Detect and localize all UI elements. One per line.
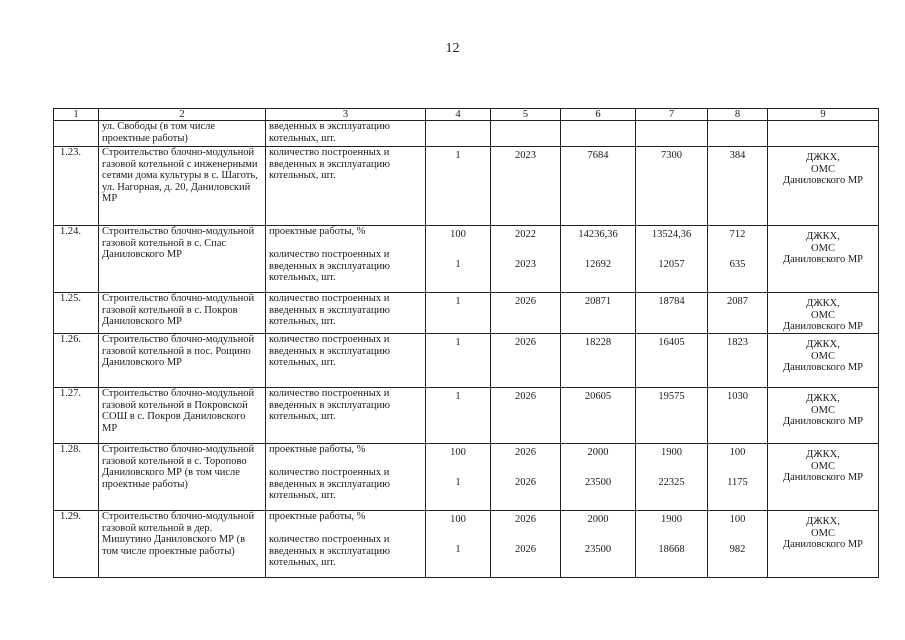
value-c8 bbox=[708, 511, 768, 578]
responsible-executor: ДЖКХ, ОМС Даниловского МР bbox=[768, 226, 879, 293]
indicator-value: 2022 bbox=[515, 229, 536, 240]
value-c5 bbox=[491, 226, 561, 293]
value-c5 bbox=[491, 121, 561, 147]
responsible-executor: ДЖКХ, ОМС Даниловского МР bbox=[768, 293, 879, 334]
table-row bbox=[54, 293, 879, 334]
item-name: Строительство блочно-модульной газовой котельной в Покровской СОШ в с. Покров Даниловского МР bbox=[99, 388, 266, 444]
value-c6 bbox=[561, 511, 636, 578]
item-number: 1.26. bbox=[54, 334, 99, 388]
indicator-value: 635 bbox=[729, 258, 746, 270]
value-c5 bbox=[491, 293, 561, 334]
indicator-label: количество построенных и введенных в эксплуатацию котельных, шт. bbox=[269, 467, 390, 501]
value-c4 bbox=[426, 147, 491, 226]
indicator-value: 22325 bbox=[658, 476, 685, 488]
value-c8 bbox=[708, 334, 768, 388]
indicator-label: количество построенных и введенных в эксплуатацию котельных, шт. bbox=[269, 249, 390, 283]
indicator-label: проектные работы, % bbox=[269, 444, 366, 455]
indicator-value: 1030 bbox=[727, 391, 748, 402]
indicator-label: проектные работы, % bbox=[269, 226, 366, 237]
indicator-value: 2026 bbox=[515, 447, 536, 458]
value-c6 bbox=[561, 388, 636, 444]
indicator-value: 23500 bbox=[584, 476, 612, 488]
value-c5 bbox=[491, 147, 561, 226]
indicator-value: 2026 bbox=[515, 476, 536, 488]
value-c8 bbox=[708, 147, 768, 226]
indicator-value: 12692 bbox=[584, 258, 612, 270]
responsible-executor: ДЖКХ, ОМС Даниловского МР bbox=[768, 444, 879, 511]
indicator-value: 2087 bbox=[727, 296, 748, 307]
column-number: 6 bbox=[561, 109, 636, 121]
value-c8 bbox=[708, 121, 768, 147]
indicator-value: 2000 bbox=[587, 447, 609, 458]
indicator-value: 1 bbox=[455, 337, 461, 348]
item-number: 1.28. bbox=[54, 444, 99, 511]
table-row bbox=[54, 147, 879, 226]
value-c8 bbox=[708, 293, 768, 334]
column-number: 3 bbox=[266, 109, 426, 121]
value-c6 bbox=[561, 293, 636, 334]
column-number: 1 bbox=[54, 109, 99, 121]
indicator-value: 982 bbox=[729, 543, 746, 555]
indicator-value: 100 bbox=[450, 229, 466, 240]
indicator-value: 12057 bbox=[658, 258, 685, 270]
value-c5 bbox=[491, 511, 561, 578]
value-c4 bbox=[426, 121, 491, 147]
value-c7 bbox=[636, 444, 708, 511]
indicator-value: 2023 bbox=[515, 258, 536, 270]
responsible-executor: ДЖКХ, ОМС Даниловского МР bbox=[768, 147, 879, 226]
indicator-value: 18228 bbox=[584, 337, 612, 348]
column-number: 9 bbox=[768, 109, 879, 121]
value-c7 bbox=[636, 121, 708, 147]
program-table bbox=[53, 108, 879, 578]
indicator-value: 1900 bbox=[661, 514, 682, 525]
indicator-label: количество построенных и введенных в эксплуатацию котельных, шт. bbox=[269, 388, 390, 422]
value-c4 bbox=[426, 444, 491, 511]
indicator-value: 19575 bbox=[658, 391, 685, 402]
indicator-value: 2026 bbox=[515, 391, 536, 402]
value-c4 bbox=[426, 226, 491, 293]
item-name: Строительство блочно-модульной газовой котельной в дер. Мишутино Даниловского МР (в том числе проектные работы) bbox=[99, 511, 266, 578]
value-c4 bbox=[426, 334, 491, 388]
value-c4 bbox=[426, 388, 491, 444]
indicator-value: 18668 bbox=[658, 543, 685, 555]
table-row bbox=[54, 121, 879, 147]
indicator-value: 7684 bbox=[587, 150, 609, 161]
table-row bbox=[54, 226, 879, 293]
indicator-value: 100 bbox=[450, 514, 466, 525]
item-name: Строительство блочно-модульной газовой котельной в с. Спас Даниловского МР bbox=[99, 226, 266, 293]
indicator-label: количество построенных и введенных в эксплуатацию котельных, шт. bbox=[269, 293, 390, 327]
page-number: 12 bbox=[445, 41, 460, 56]
value-c4 bbox=[426, 511, 491, 578]
value-c8 bbox=[708, 226, 768, 293]
value-c7 bbox=[636, 388, 708, 444]
indicator-value: 384 bbox=[729, 150, 746, 161]
item-name: Строительство блочно-модульной газовой котельной в с. Покров Даниловского МР bbox=[99, 293, 266, 334]
item-number: 1.25. bbox=[54, 293, 99, 334]
indicator-value: 23500 bbox=[584, 543, 612, 555]
value-c6 bbox=[561, 147, 636, 226]
indicator-value: 100 bbox=[450, 447, 466, 458]
indicator-label: количество построенных и введенных в эксплуатацию котельных, шт. bbox=[269, 147, 390, 181]
indicator-value: 712 bbox=[729, 229, 746, 240]
value-c8 bbox=[708, 444, 768, 511]
indicator-cell bbox=[266, 293, 426, 334]
column-number: 5 bbox=[491, 109, 561, 121]
value-c6 bbox=[561, 444, 636, 511]
indicator-value: 1 bbox=[455, 150, 461, 161]
indicator-value: 7300 bbox=[661, 150, 682, 161]
item-number bbox=[54, 121, 99, 147]
indicator-value: 2026 bbox=[515, 543, 536, 555]
indicator-value: 1175 bbox=[727, 476, 748, 488]
value-c6 bbox=[561, 226, 636, 293]
indicator-value: 1 bbox=[455, 543, 461, 555]
value-c7 bbox=[636, 293, 708, 334]
indicator-value: 100 bbox=[729, 514, 746, 525]
value-c7 bbox=[636, 334, 708, 388]
indicator-label: введенных в эксплуатацию котельных, шт. bbox=[269, 121, 390, 144]
value-c5 bbox=[491, 334, 561, 388]
indicator-label: количество построенных и введенных в эксплуатацию котельных, шт. bbox=[269, 334, 390, 368]
responsible-executor: ДЖКХ, ОМС Даниловского МР bbox=[768, 334, 879, 388]
indicator-value: 2026 bbox=[515, 296, 536, 307]
indicator-value: 1 bbox=[455, 258, 461, 270]
item-name: Строительство блочно-модульной газовой котельной в пос. Рощино Даниловского МР bbox=[99, 334, 266, 388]
value-c7 bbox=[636, 147, 708, 226]
indicator-value: 13524,36 bbox=[651, 229, 692, 240]
indicator-label: проектные работы, % bbox=[269, 511, 366, 522]
indicator-label: количество построенных и введенных в эксплуатацию котельных, шт. bbox=[269, 534, 390, 568]
item-number: 1.27. bbox=[54, 388, 99, 444]
indicator-value: 1900 bbox=[661, 447, 682, 458]
responsible-executor: ДЖКХ, ОМС Даниловского МР bbox=[768, 388, 879, 444]
table-row bbox=[54, 388, 879, 444]
indicator-value: 1823 bbox=[727, 337, 748, 348]
indicator-value: 100 bbox=[729, 447, 746, 458]
value-c5 bbox=[491, 444, 561, 511]
item-name: Строительство блочно-модульной газовой котельной с инженерными сетями дома культуры в с. Шаготь, ул. Нагорная, д. 20, Даниловский МР bbox=[99, 147, 266, 226]
item-name: ул. Свободы (в том числе проектные работы) bbox=[99, 121, 266, 147]
indicator-value: 1 bbox=[455, 296, 461, 307]
column-number: 7 bbox=[636, 109, 708, 121]
indicator-cell bbox=[266, 121, 426, 147]
table-row bbox=[54, 444, 879, 511]
indicator-value: 16405 bbox=[658, 337, 685, 348]
value-c6 bbox=[561, 121, 636, 147]
indicator-value: 1 bbox=[455, 391, 461, 402]
value-c7 bbox=[636, 511, 708, 578]
value-c8 bbox=[708, 388, 768, 444]
column-number: 8 bbox=[708, 109, 768, 121]
indicator-value: 20871 bbox=[584, 296, 612, 307]
indicator-cell bbox=[266, 147, 426, 226]
value-c4 bbox=[426, 293, 491, 334]
indicator-value: 2023 bbox=[515, 150, 536, 161]
indicator-value: 2026 bbox=[515, 337, 536, 348]
indicator-value: 20605 bbox=[584, 391, 612, 402]
indicator-cell bbox=[266, 388, 426, 444]
indicator-cell bbox=[266, 511, 426, 578]
table-body bbox=[54, 109, 879, 578]
table-row bbox=[54, 334, 879, 388]
value-c7 bbox=[636, 226, 708, 293]
value-c5 bbox=[491, 388, 561, 444]
table-row bbox=[54, 511, 879, 578]
column-numbers-row bbox=[54, 109, 879, 121]
item-number: 1.29. bbox=[54, 511, 99, 578]
responsible-executor bbox=[768, 121, 879, 147]
item-number: 1.23. bbox=[54, 147, 99, 226]
indicator-cell bbox=[266, 226, 426, 293]
item-name: Строительство блочно-модульной газовой котельной в с. Торопово Даниловского МР (в том числе проектные работы) bbox=[99, 444, 266, 511]
indicator-value: 2000 bbox=[587, 514, 609, 525]
indicator-value: 1 bbox=[455, 476, 461, 488]
indicator-cell bbox=[266, 334, 426, 388]
item-number: 1.24. bbox=[54, 226, 99, 293]
indicator-cell bbox=[266, 444, 426, 511]
column-number: 4 bbox=[426, 109, 491, 121]
responsible-executor: ДЖКХ, ОМС Даниловского МР bbox=[768, 511, 879, 578]
indicator-value: 18784 bbox=[658, 296, 685, 307]
indicator-value: 14236,36 bbox=[578, 229, 618, 240]
column-number: 2 bbox=[99, 109, 266, 121]
indicator-value: 2026 bbox=[515, 514, 536, 525]
value-c6 bbox=[561, 334, 636, 388]
